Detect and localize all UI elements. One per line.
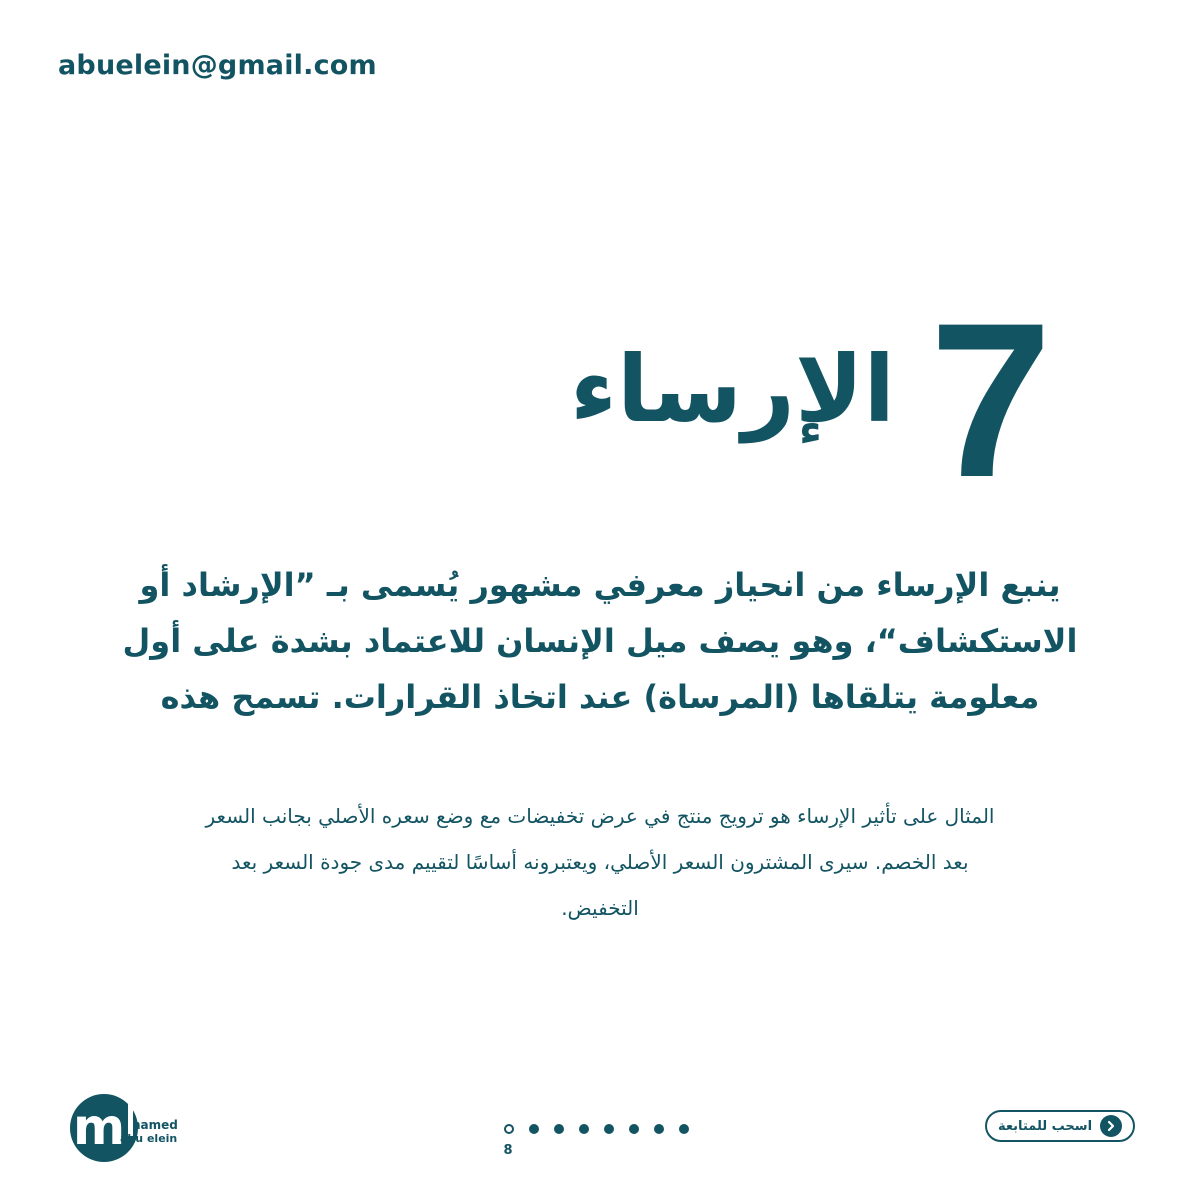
lead-line: معلومة يتلقاها (المرساة) عند اتخاذ القرارات. تسمح هذه [160,678,1040,716]
pagination-dot [529,1124,539,1134]
page-number: 8 [503,1143,513,1158]
body-line: المثال على تأثير الإرساء هو ترويج منتج في عرض تخفيضات مع وضع سعره الأصلي بجانب السعر [205,804,995,828]
pagination-dot [679,1124,689,1134]
swipe-to-continue-button[interactable] [985,1110,1135,1142]
pagination-dots [500,1122,695,1136]
heading [0,277,1200,523]
swipe-label: اسحب للمتابعة [997,1118,1093,1134]
chevron-right-icon [1100,1115,1122,1137]
logo-text-top: hamed [132,1118,178,1132]
logo-text-bottom: abu elein [120,1132,178,1145]
pagination-dot [629,1124,639,1134]
body-line: التخفيض. [561,896,639,920]
body-paragraph [90,793,1110,931]
pagination-dot [654,1124,664,1134]
pagination-dot [554,1124,564,1134]
body-line: بعد الخصم. سيرى المشترون السعر الأصلي، ويعتبرونه أساسًا لتقييم مدى جودة السعر بعد [231,850,969,874]
lead-line: ينبع الإرساء من انحياز معرفي مشهور يُسمى بـ ”الإرشاد أو [139,566,1061,604]
pagination-dot-current [504,1124,514,1134]
pagination-dot [604,1124,614,1134]
author-email: abuelein@gmail.com [58,50,377,81]
lead-paragraph [90,557,1110,725]
lead-line: الاستكشاف“، وهو يصف ميل الإنسان للاعتماد بشدة على أول [122,622,1078,660]
logo-letter: m [72,1098,126,1156]
slide-number: 7 [929,277,1052,523]
brand-logo [70,1092,180,1164]
pagination-dot [579,1124,589,1134]
slide-title: الإرساء [569,336,895,443]
